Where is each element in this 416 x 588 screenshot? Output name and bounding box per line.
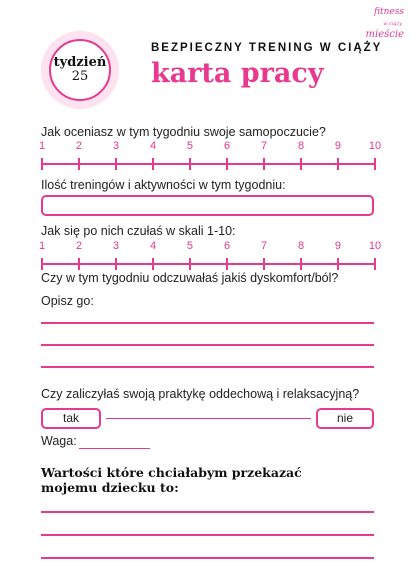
values-line-3[interactable] bbox=[41, 557, 374, 559]
scale-number: 1 bbox=[38, 240, 46, 252]
scale-tick[interactable] bbox=[263, 158, 265, 170]
logo-text-2: w ciąży bbox=[383, 21, 402, 27]
scale-tick[interactable] bbox=[300, 258, 302, 270]
scale-tick[interactable] bbox=[337, 158, 339, 170]
scale-tick[interactable] bbox=[189, 158, 191, 170]
describe-label: Opisz go: bbox=[41, 294, 94, 308]
logo-text-3: mieście bbox=[365, 29, 404, 40]
question-feeling: Jak się po nich czułaś w skali 1-10: bbox=[41, 224, 236, 238]
scale-number: 6 bbox=[223, 240, 231, 252]
week-label: tydzień bbox=[53, 55, 107, 70]
scale-tick[interactable] bbox=[189, 258, 191, 270]
scale-number: 4 bbox=[149, 240, 157, 252]
weight-label: Waga: bbox=[41, 434, 77, 448]
scale-number: 7 bbox=[260, 240, 268, 252]
scale-number: 8 bbox=[297, 240, 305, 252]
scale-tick[interactable] bbox=[78, 158, 80, 170]
values-line-2[interactable] bbox=[41, 534, 374, 536]
question-breathing: Czy zaliczyłaś swoją praktykę oddechową i relaksacyjną? bbox=[41, 387, 360, 401]
scale-tick[interactable] bbox=[41, 158, 43, 170]
scale-number: 3 bbox=[112, 240, 120, 252]
values-line-1[interactable] bbox=[41, 511, 374, 513]
scale-tick[interactable] bbox=[152, 258, 154, 270]
describe-line-3[interactable] bbox=[41, 366, 374, 368]
scale-number: 5 bbox=[186, 140, 194, 152]
training-count-field[interactable] bbox=[41, 195, 374, 216]
question-values: Wartości które chciałabym przekazać mojemu dziecku to: bbox=[41, 465, 302, 495]
scale-tick[interactable] bbox=[115, 158, 117, 170]
scale-tick[interactable] bbox=[300, 158, 302, 170]
scale-number: 9 bbox=[334, 140, 342, 152]
scale-tick[interactable] bbox=[226, 258, 228, 270]
scale-number: 6 bbox=[223, 140, 231, 152]
week-number: 25 bbox=[71, 69, 89, 84]
page-subtitle: BEZPIECZNY TRENING W CIĄŻY bbox=[151, 42, 383, 54]
scale-number: 10 bbox=[368, 240, 382, 252]
scale-line bbox=[42, 263, 375, 265]
scale-number: 2 bbox=[75, 240, 83, 252]
question-training-count: Ilość treningów i aktywności w tym tygodniu: bbox=[41, 178, 286, 192]
yes-no-divider bbox=[106, 418, 311, 419]
scale-number: 8 bbox=[297, 140, 305, 152]
wellbeing-scale[interactable] bbox=[38, 140, 382, 175]
scale-tick[interactable] bbox=[41, 258, 43, 270]
weight-field[interactable] bbox=[79, 448, 150, 449]
brand-logo bbox=[346, 8, 404, 39]
scale-tick[interactable] bbox=[152, 158, 154, 170]
scale-number: 5 bbox=[186, 240, 194, 252]
scale-tick[interactable] bbox=[263, 258, 265, 270]
scale-number: 10 bbox=[368, 140, 382, 152]
yes-option[interactable]: tak bbox=[41, 408, 101, 429]
scale-number: 2 bbox=[75, 140, 83, 152]
week-badge bbox=[49, 39, 111, 101]
scale-number: 7 bbox=[260, 140, 268, 152]
no-option[interactable]: nie bbox=[316, 408, 374, 429]
scale-tick[interactable] bbox=[115, 258, 117, 270]
scale-number: 4 bbox=[149, 140, 157, 152]
scale-line bbox=[42, 163, 375, 165]
describe-line-2[interactable] bbox=[41, 344, 374, 346]
scale-tick[interactable] bbox=[226, 158, 228, 170]
scale-number: 3 bbox=[112, 140, 120, 152]
page-title: karta pracy bbox=[151, 58, 324, 89]
scale-number: 1 bbox=[38, 140, 46, 152]
scale-tick[interactable] bbox=[374, 258, 376, 270]
question-discomfort: Czy w tym tygodniu odczuwałaś jakiś dyskomfort/ból? bbox=[41, 271, 339, 285]
question-wellbeing: Jak oceniasz w tym tygodniu swoje samopoczucie? bbox=[41, 125, 326, 139]
scale-number: 9 bbox=[334, 240, 342, 252]
scale-tick[interactable] bbox=[374, 158, 376, 170]
describe-line-1[interactable] bbox=[41, 322, 374, 324]
logo-text-1: fitness bbox=[374, 7, 404, 17]
scale-tick[interactable] bbox=[337, 258, 339, 270]
scale-tick[interactable] bbox=[78, 258, 80, 270]
